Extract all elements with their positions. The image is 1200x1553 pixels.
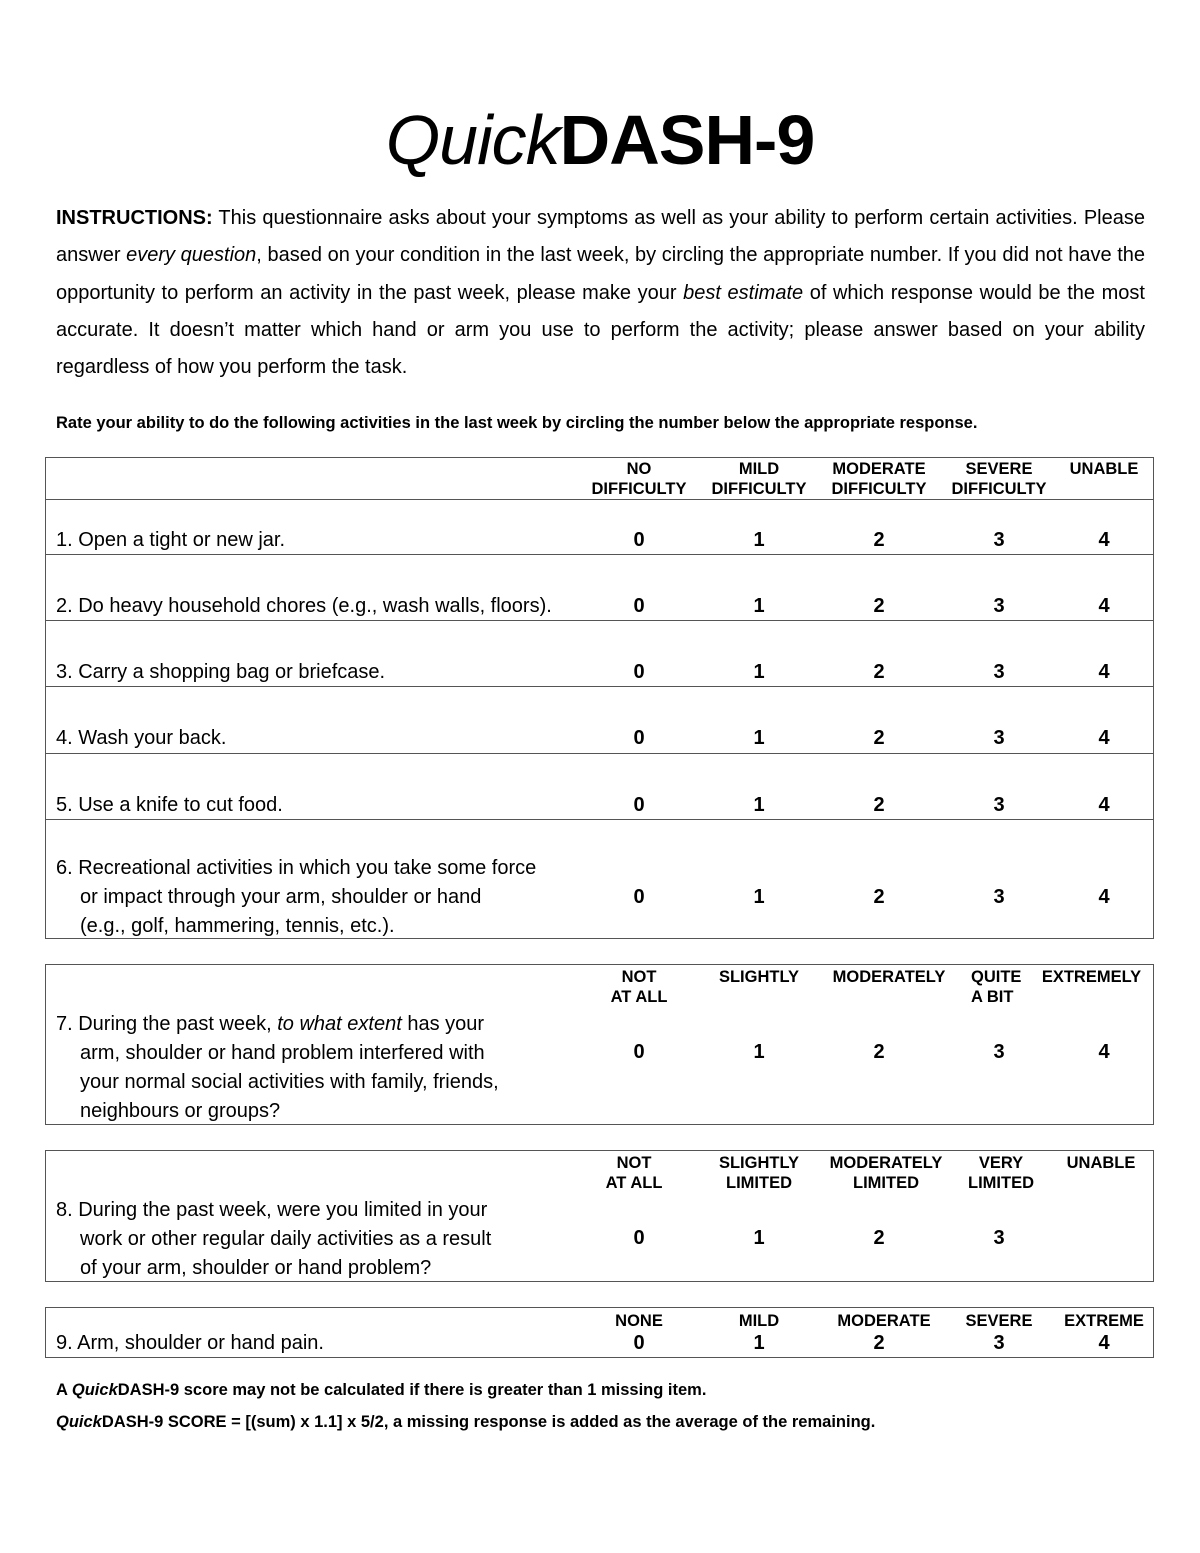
table-row xyxy=(46,754,1153,820)
question-8-table xyxy=(45,1150,1154,1282)
table-row xyxy=(46,555,1153,621)
page-title xyxy=(0,98,1200,182)
footer-score-formula: QuickDASH-9 SCORE = [(sum) x 1.1] x 5/2, a missing response is added as the average of the remaining. xyxy=(56,1413,876,1431)
header-severe: SEVERE xyxy=(965,1312,1033,1330)
answer-0[interactable]: 0 xyxy=(633,595,645,617)
question-6-text: 6. Recreational activities in which you take some force or impact through your arm, shoulder or hand (e.g., golf, hammering, tennis, etc.). xyxy=(56,857,537,937)
answer-2[interactable]: 2 xyxy=(873,1227,885,1249)
header-moderate-difficulty: MODERATE DIFFICULTY xyxy=(831,460,927,498)
question-9-text: 9. Arm, shoulder or hand pain. xyxy=(56,1332,324,1354)
answer-2[interactable]: 2 xyxy=(873,595,885,617)
table-row xyxy=(46,687,1153,754)
answer-1[interactable]: 1 xyxy=(753,1227,765,1249)
answer-3[interactable]: 3 xyxy=(993,794,1005,816)
answer-0[interactable]: 0 xyxy=(633,661,645,683)
table-row xyxy=(46,621,1153,687)
header-not-at-all: NOT AT ALL xyxy=(605,1154,663,1192)
answer-4[interactable]: 4 xyxy=(1098,661,1110,683)
activities-table xyxy=(45,457,1154,939)
header-not-at-all: NOT AT ALL xyxy=(610,968,668,1006)
answer-0[interactable]: 0 xyxy=(633,727,645,749)
answer-4[interactable]: 4 xyxy=(1098,886,1110,908)
header-extremely: EXTREMELY xyxy=(1041,968,1142,986)
header-no-difficulty: NO DIFFICULTY xyxy=(591,460,687,498)
answer-2[interactable]: 2 xyxy=(873,727,885,749)
answer-3[interactable]: 3 xyxy=(993,1227,1005,1249)
question-3-text: 3. Carry a shopping bag or briefcase. xyxy=(56,661,386,683)
instructions-emphasis: best estimate xyxy=(683,281,804,304)
question-5-text: 5. Use a knife to cut food. xyxy=(56,794,283,816)
answer-1[interactable]: 1 xyxy=(753,886,765,908)
table-row xyxy=(46,500,1153,555)
header-moderately-limited: MODERATELY LIMITED xyxy=(829,1154,943,1192)
answer-3[interactable]: 3 xyxy=(993,529,1005,551)
answer-1[interactable]: 1 xyxy=(753,1332,765,1354)
answer-2[interactable]: 2 xyxy=(873,886,885,908)
instructions-paragraph xyxy=(56,200,1145,386)
instructions-emphasis: every question xyxy=(126,244,257,267)
answer-4[interactable]: 4 xyxy=(1098,1332,1110,1354)
header-moderate: MODERATE xyxy=(837,1312,931,1330)
instructions-text: of which response would be the most accurate. It doesn’t matter which hand or arm you use to perform the activity; please answer based on your ability regardless of how you perform the task. xyxy=(56,281,1145,379)
instructions-text: , based on your condition in the last week, by circling the appropriate number. If you did not have the opportunity to perform an activity in the past week, please make your xyxy=(56,244,1146,304)
answer-0[interactable]: 0 xyxy=(633,794,645,816)
header-extreme: EXTREME xyxy=(1064,1312,1144,1330)
answer-2[interactable]: 2 xyxy=(873,794,885,816)
table-header xyxy=(46,458,1153,500)
question-2-text: 2. Do heavy household chores (e.g., wash walls, floors). xyxy=(56,595,552,617)
header-none: NONE xyxy=(615,1312,663,1330)
question-1-text: 1. Open a tight or new jar. xyxy=(56,529,286,551)
answer-1[interactable]: 1 xyxy=(753,727,765,749)
answer-4[interactable]: 4 xyxy=(1098,595,1110,617)
answer-0[interactable]: 0 xyxy=(633,529,645,551)
answer-4[interactable]: 4 xyxy=(1098,529,1110,551)
answer-3[interactable]: 3 xyxy=(993,727,1005,749)
title-italic: Quick xyxy=(385,101,560,179)
answer-0[interactable]: 0 xyxy=(633,886,645,908)
question-7-text: 7. During the past week, to what extent has your arm, shoulder or hand problem interfered with your normal social activities with family, friends, neighbours or groups? xyxy=(56,1013,499,1122)
instructions-label: INSTRUCTIONS: xyxy=(56,207,213,229)
answer-4[interactable]: 4 xyxy=(1098,794,1110,816)
title-bold: DASH-9 xyxy=(559,101,815,179)
question-7-table xyxy=(45,964,1154,1125)
answer-1[interactable]: 1 xyxy=(753,661,765,683)
question-9-table xyxy=(45,1307,1154,1358)
answer-1[interactable]: 1 xyxy=(753,1041,765,1063)
answer-3[interactable]: 3 xyxy=(993,1332,1005,1354)
answer-1[interactable]: 1 xyxy=(753,529,765,551)
question-8-text: 8. During the past week, were you limited in your work or other regular daily activities as a result of your arm, shoulder or hand problem? xyxy=(56,1199,492,1279)
header-very-limited: VERY LIMITED xyxy=(968,1154,1034,1192)
answer-2[interactable]: 2 xyxy=(873,661,885,683)
header-slightly-limited: SLIGHTLY LIMITED xyxy=(718,1154,800,1192)
question-4-text: 4. Wash your back. xyxy=(56,727,227,749)
header-severe-difficulty: SEVERE DIFFICULTY xyxy=(951,460,1047,498)
header-mild: MILD xyxy=(738,1312,780,1330)
answer-1[interactable]: 1 xyxy=(753,794,765,816)
header-mild-difficulty: MILD DIFFICULTY xyxy=(711,460,807,498)
answer-3[interactable]: 3 xyxy=(993,1041,1005,1063)
answer-0[interactable]: 0 xyxy=(633,1332,645,1354)
header-quite-a-bit: QUITE A BIT xyxy=(971,968,1022,1006)
answer-0[interactable]: 0 xyxy=(633,1227,645,1249)
table-row xyxy=(46,820,1153,937)
answer-3[interactable]: 3 xyxy=(993,661,1005,683)
rate-instruction: Rate your ability to do the following activities in the last week by circling the number below the appropriate response. xyxy=(56,414,978,432)
footer-missing-note: A QuickDASH-9 score may not be calculated if there is greater than 1 missing item. xyxy=(56,1381,707,1399)
answer-2[interactable]: 2 xyxy=(873,1041,885,1063)
header-moderately: MODERATELY xyxy=(832,968,946,986)
header-slightly: SLIGHTLY xyxy=(718,968,800,986)
answer-3[interactable]: 3 xyxy=(993,595,1005,617)
answer-2[interactable]: 2 xyxy=(873,1332,885,1354)
header-unable: UNABLE xyxy=(1066,1154,1136,1172)
answer-3[interactable]: 3 xyxy=(993,886,1005,908)
header-unable: UNABLE xyxy=(1069,460,1139,478)
answer-0[interactable]: 0 xyxy=(633,1041,645,1063)
answer-4[interactable]: 4 xyxy=(1098,727,1110,749)
answer-1[interactable]: 1 xyxy=(753,595,765,617)
answer-2[interactable]: 2 xyxy=(873,529,885,551)
instructions-text: This questionnaire asks about your symptoms as well as your ability to perform certain activities. Please answer xyxy=(56,207,1145,267)
answer-4[interactable]: 4 xyxy=(1098,1041,1110,1063)
